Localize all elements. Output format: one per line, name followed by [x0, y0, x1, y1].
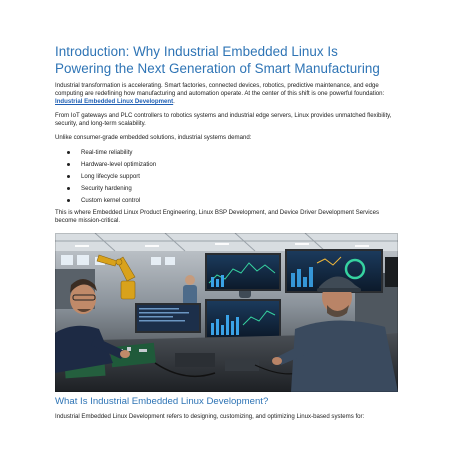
page-title-line-2: Powering the Next Generation of Smart Manufacturing: [55, 60, 380, 76]
list-item: [67, 185, 400, 193]
list-item: [67, 149, 400, 157]
list-item-label: Hardware-level optimization: [81, 160, 157, 168]
list-item-label: Long lifecycle support: [81, 172, 140, 180]
paragraph-requirements-intro: Unlike consumer-grade embedded solutions, industrial systems demand:: [55, 134, 252, 142]
bullet-icon: [67, 163, 70, 166]
document-page: [55, 44, 400, 421]
intro-paragraph: [55, 82, 400, 106]
paragraph-linux-flexibility: From IoT gateways and PLC controllers to robotics systems and industrial edge servers, Linux provides unmatched flexibility, security, and long-term scalability.: [55, 112, 392, 128]
list-item-label: Real-time reliability: [81, 148, 133, 156]
bullet-icon: [67, 199, 70, 202]
list-item: [67, 197, 400, 205]
requirements-list: [67, 149, 400, 205]
section-paragraph: Industrial Embedded Linux Development refers to designing, customizing, and optimizing Linux-based systems for:: [55, 413, 365, 421]
bullet-icon: [67, 175, 70, 178]
list-item: [67, 161, 400, 169]
factory-photo: [55, 233, 398, 392]
factory-photo-icon: [55, 233, 398, 392]
paragraph-mission-critical: This is where Embedded Linux Product Engineering, Linux BSP Development, and Device Driver Development Services become mission-critical.: [55, 209, 380, 225]
intro-text-end: .: [173, 98, 175, 106]
section-heading: What Is Industrial Embedded Linux Development?: [55, 396, 269, 408]
page-title-line-1: Introduction: Why Industrial Embedded Linux Is: [55, 44, 338, 59]
page-title: [55, 44, 400, 77]
list-item-label: Custom kernel control: [81, 196, 141, 204]
intro-text: Industrial transformation is accelerating. Smart factories, connected devices, robotics, predictive maintenance, and edge computing are redefining how manufacturing and automation operate. At the center of this shift is one powerful foundation:: [55, 82, 385, 98]
list-item-label: Security hardening: [81, 184, 132, 192]
bullet-icon: [67, 187, 70, 190]
list-item: [67, 173, 400, 181]
embedded-linux-development-link[interactable]: Industrial Embedded Linux Development: [55, 98, 174, 106]
bullet-icon: [67, 151, 70, 154]
